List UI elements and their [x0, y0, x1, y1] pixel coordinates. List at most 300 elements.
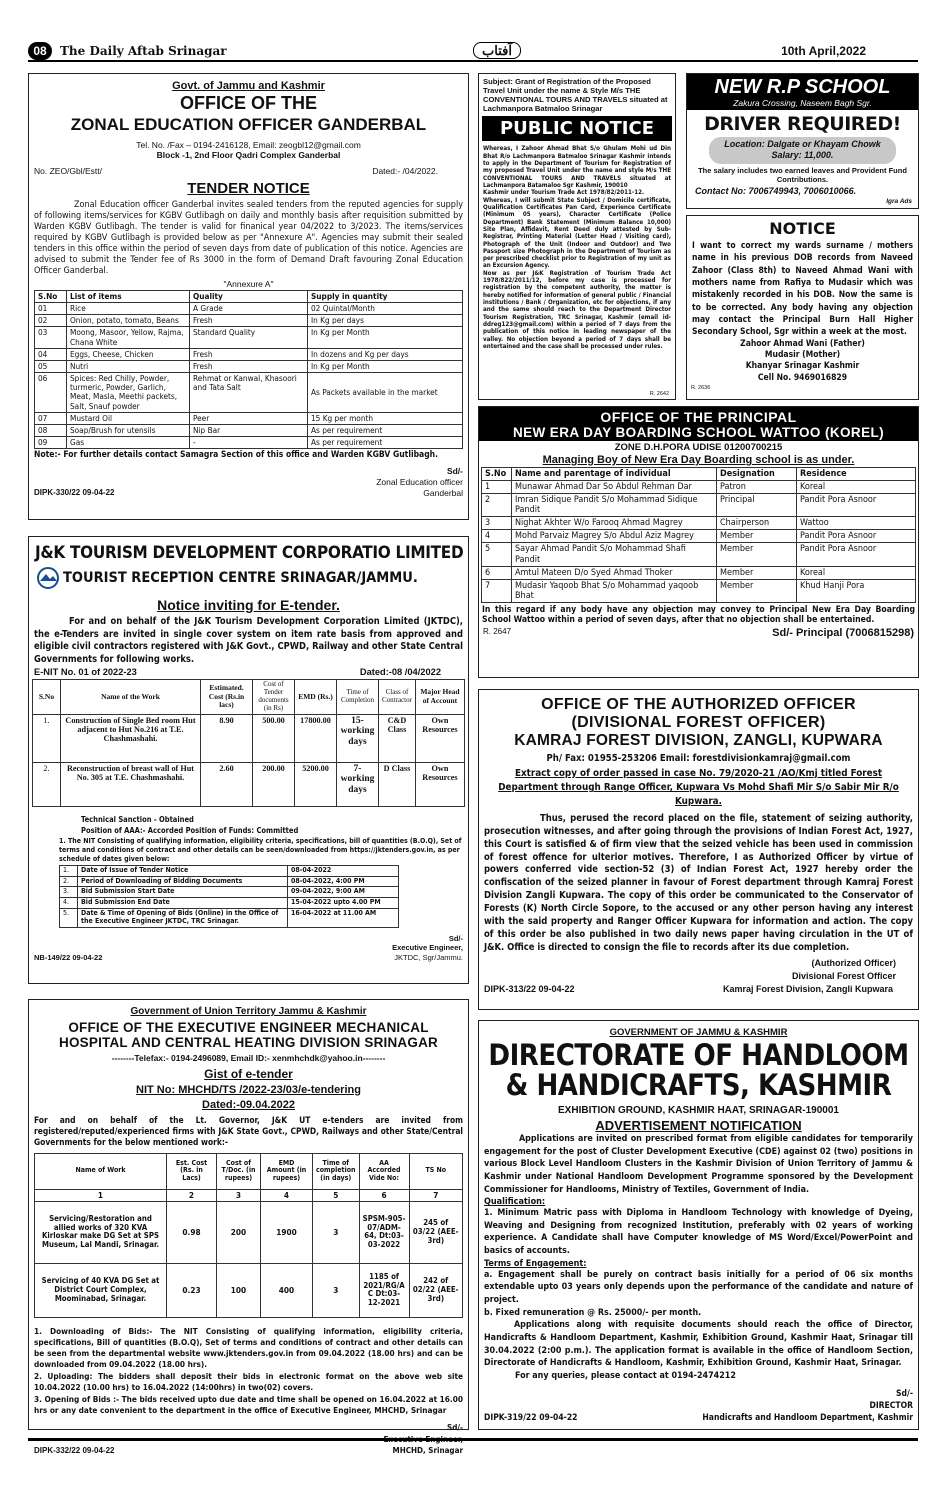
col-header: AA Accorded Vide No:: [359, 1153, 409, 1189]
cell: 07: [35, 412, 67, 424]
sd: Sd/-: [448, 933, 463, 943]
jktdc-code: NB-149/22 09-04-22: [34, 952, 103, 962]
cell: Principal: [717, 494, 797, 517]
cell: 5: [313, 1189, 360, 1201]
sd: Sd/-: [446, 466, 463, 477]
col-header: Cost of T/Doc. (in rupees): [217, 1153, 261, 1189]
cell: Pandit Pora Asnoor: [797, 543, 916, 566]
cell: 09: [35, 437, 67, 449]
cell: 4: [261, 1189, 313, 1201]
table-row: [60, 876, 399, 887]
forest-contact: Ph/ Fax: 01955-253206 Email: forestdivisionkamraj@gmail.com: [546, 753, 851, 764]
cell: 1.: [33, 714, 61, 762]
cell: 15-working days: [337, 714, 379, 762]
items-table: [34, 290, 463, 450]
nedbs-subtitle: Managing Boy of New Era Day Boarding school is as under.: [542, 454, 855, 466]
table-row: [482, 579, 916, 602]
jktdc-body: For and on behalf of the J&K Tourism Development Corporation Limited (JKTDC), the e-Tenders are invited in single cover system on item rate basis from approved and eligible civil contractors registered with J&K Govt., CPWD, Railway and other State Central Governments for following works.: [34, 616, 463, 665]
annexure-label: "Annexure A": [223, 278, 274, 289]
cell: 7: [409, 1189, 462, 1201]
handloom-title-2: & HANDICRAFTS, KASHMIR: [505, 1068, 892, 1102]
cell: Munawar Ahmad Dar So Abdul Rehman Dar: [512, 481, 717, 494]
cell: Wattoo: [797, 517, 916, 530]
cell: 7: [482, 579, 512, 602]
col-header: Cost of Tender documents (in Rs): [253, 680, 295, 714]
contact-line: Tel. No. /Fax – 0194-2416128, Email: zeogbl12@gmail.com: [136, 140, 361, 150]
office-title-1: OFFICE OF THE: [180, 93, 317, 113]
rp-code: Igra Ads: [886, 198, 912, 205]
cell: Servicing/Restoration and allied works of 320 KVA Kirloskar make DG Set at SPS Museum, Lal Mandi, Srinagar.: [35, 1201, 167, 1263]
tech-sanction: Technical Sanction - Obtained: [81, 814, 194, 824]
signer-place: MHCHD, Srinagar: [392, 1445, 463, 1455]
cell: Chairperson: [717, 517, 797, 530]
cell: In Kg per Month: [308, 327, 463, 348]
forest-order: [478, 689, 919, 1010]
mhchd-code: DIPK-332/22 09-04-22: [34, 1446, 115, 1456]
sig-line: Khanyar Srinagar Kashmir: [745, 361, 860, 372]
mhchd-title-2: HOSPITAL AND CENTRAL HEATING DIVISION SRINAGAR: [59, 1035, 438, 1050]
cell: 100: [217, 1263, 261, 1317]
nit-text: 1. The NIT Consisting of qualifying information, eligibility criteria, specifications, bill of quantities (B.O.Q), Set of terms and conditions of contract and other details can be seen/downloaded from https://jktenders.gov.in, as per schedule of dates given below:: [59, 836, 462, 863]
col-header: Major Head of Account: [415, 680, 464, 714]
terms-label: Terms of Engagement:: [484, 1258, 587, 1269]
signer-place: Kamraj Forest Division, Zangli Kupwara: [722, 984, 893, 995]
cell: 7-working days: [337, 762, 379, 806]
cell: Fresh: [190, 315, 308, 327]
pn-subject: Subject: Grant of Registration of the Proposed Travel Unit under the name & Style M/s THE CONVENTIONAL TOURS AND TRAVELS situated at Lachmanpora Batmaloo Srinagar: [483, 77, 668, 114]
signer: Divisional Forest Officer: [791, 971, 896, 982]
term-a: a. Engagement shall be purely on contract basis initially for a period of 06 six months extendable upto 03 years only depends upon the performance of the candidate and nature of project.: [484, 1269, 913, 1306]
table-row: [35, 412, 463, 424]
cell: 3: [313, 1201, 360, 1263]
cell: Koreal: [797, 481, 916, 494]
cell: Standard Quality: [190, 327, 308, 348]
sd: Sd/-: [447, 1423, 463, 1433]
handloom-para-2: Applications along with requisite documents should reach the office of Director, Handicrafts & Handloom Department, Kashmir, Exhibition Ground, Kashmir Haat, Srinagar till 30.04.2022 (2:00 p.m.). The application format is available in the office of Handloom Section, Directorate of Handicrafts & Handloom, Kashmir, Exhibition Ground, Kashmir Haat, Srinagar.: [484, 1320, 913, 1369]
mhchd-etender: [28, 999, 469, 1456]
bottom-rule: [28, 1438, 918, 1441]
cell: 1: [35, 1189, 167, 1201]
cell: 05: [35, 360, 67, 372]
cell: Own Resources: [415, 714, 464, 762]
nedbs-title-1: OFFICE OF THE PRINCIPAL: [600, 409, 797, 425]
cell: 01: [35, 302, 67, 314]
cell: Patron: [717, 481, 797, 494]
cell: 08-04-2022, 4:00 PM: [288, 876, 399, 887]
forest-title-3: KAMRAJ FOREST DIVISION, ZANGLI, KUPWARA: [514, 732, 883, 749]
handloom-signature: [484, 1389, 913, 1413]
cell: 200: [217, 1201, 261, 1263]
notice-code: R. 2636: [691, 385, 711, 391]
mhchd-nit: NIT No: MHCHD/TS /2022-23/03/e-tendering: [136, 1084, 361, 1096]
cell: 1.: [60, 865, 78, 876]
col-header: Quality: [190, 290, 308, 302]
forest-extract: Extract copy of order passed in case No. 79/2020-21 /AO/Kmj titled Forest Department through Range Officer, Kupwara Vs Mohd Shafi Mir S/o Sabir Mir R/o Kupwara.: [498, 768, 899, 808]
nedbs-signature: Sd/- Principal (7006815298): [772, 626, 914, 639]
col-header: S.No: [482, 468, 512, 481]
cell: 3: [313, 1263, 360, 1317]
table-header: [35, 290, 463, 302]
table-row: [60, 909, 399, 928]
cell: Eggs, Cheese, Chicken: [67, 348, 190, 360]
table-header: [33, 680, 465, 714]
col-header: Time of Completion: [337, 680, 379, 714]
paper-logo: آفتاب: [473, 42, 521, 59]
cell: 8.90: [201, 714, 253, 762]
col-header: List of items: [67, 290, 190, 302]
cell: 1185 of 2021/RG/A C Dt:03-12-2021: [359, 1263, 409, 1317]
dob-correction-notice: [686, 215, 919, 400]
handloom-footer: [484, 1413, 913, 1423]
page-header: [28, 42, 918, 62]
cell: 15-04-2022 upto 4.00 PM: [288, 898, 399, 909]
col-header: Name and parentage of individual: [512, 468, 717, 481]
cell: 2.: [60, 876, 78, 887]
col-header: Est. Cost (Rs. in Lacs): [167, 1153, 217, 1189]
cell: Nighat Akhter W/o Farooq Ahmad Magrey: [512, 517, 717, 530]
notice-heading: NOTICE: [769, 219, 836, 238]
cell: 08: [35, 425, 67, 437]
table-row: [33, 762, 465, 806]
table-row: [482, 494, 916, 517]
table-row: [35, 360, 463, 372]
cell: Bid Submission End Date: [78, 898, 288, 909]
mhchd-table-wrap: [34, 1153, 463, 1318]
sig-line: Cell No. 9469016829: [757, 372, 848, 383]
cell: Member: [717, 543, 797, 566]
page-number: 08: [28, 42, 52, 60]
zeo-tender-notice: [28, 73, 469, 520]
pn-code: R. 2642: [649, 391, 669, 397]
qualification-1: 1. Minimum Matric pass with Diploma in Handloom Technology with knowledge of Dyeing, Weaving and Designing from recognized Institution, preferably with 02 years of working experience. A Candidate shall have Computer knowledge of MS Word/Excel/PowerPoint and basics of accounts.: [484, 1208, 913, 1257]
signer-place: JKTDC, Sgr/Jammu.: [394, 952, 463, 962]
paper-name: The Daily Aftab Srinagar: [60, 44, 227, 58]
col-header: Estimated. Cost (Rs.in lacs): [201, 680, 253, 714]
jktdc-etender: [28, 536, 469, 984]
jktdc-enit-row: [34, 667, 463, 677]
notice-signature: [687, 339, 918, 385]
table-note: Note:- For further details contact Samagra Section of this office and Warden KGBV Gutlibagh.: [34, 450, 439, 461]
table-row: [35, 348, 463, 360]
table-row: [33, 714, 465, 762]
jktdc-subtitle-row: [37, 567, 468, 589]
pn-body: Whereas, I Zahoor Ahmad Bhat S/o Ghulam Mohi ud Din Bhat R/o Lachmanpora Batmaloo Srinagar Kashmir intends to apply in the Department of Tourism for Registration of my proposed Travel Unit under the name and style M/s THE CONVENTIONAL TOURS AND TRAVELS situated at Lachmanpora Batamaloo Sgr Kashmir, 190010 Kashmir under Tourism Trade Act 1978/82/2011-12. Whereas, I will submit State Subject / Domicile certificate, Qualification Certificates Pan Card, Experience Certificate (Minimum 05 years), Character Certificate (Police Department) Bank Statement (Minimum Balance 10,000) Site Plan, Affidavit, Rent Deed duly attested by Sub-Registrar, Printing Material (Letter Head / Visiting card), Photograph of the Unit (Indoor and Outdoor) and Two Passport size Photograph in the Department of Tourism as per prescribed checklist prior to Registration of my unit as an Excursion Agency. Now as per J&K Registration of Tourism Trade Act 1978/822/2011/12, before my case is processed for registration by the competent authority, the matter is hereby notified for information of general public / Financial institutions / Bank / Organization, etc for objections, if any and the same should reach to the Department Director Tourism Registration, TRC Srinagar, Kashmir (email id-ddreg123@gmail.com) within a period of 7 days from the publication of this notice in leading newspaper of the valley. No objection beyond a period of 7 days shall be entertained and the case shall be processed under rules.: [483, 145, 671, 350]
col-header: Supply in quantity: [308, 290, 463, 302]
cell: 2: [167, 1189, 217, 1201]
cell: Fresh: [190, 360, 308, 372]
cell: 6: [359, 1189, 409, 1201]
table-header: [482, 468, 916, 481]
cell: 17800.00: [295, 714, 337, 762]
cell: Period of Downloading of Bidding Documents: [78, 876, 288, 887]
cell: Spices: Red Chilly, Powder, turmeric, Powder, Garlich, Meat, Masla, Meethi packets, Salt, Snauf powder: [67, 373, 190, 413]
cell: 400: [261, 1263, 313, 1317]
tourism-logo-icon: [37, 567, 59, 589]
dates-table-wrap: [59, 865, 399, 928]
nedbs-body: In this regard if any body have any objection may convey to Principal New Era Day Boarding School Wattoo within a period of seven days, after that no objection shall be entertained.: [482, 604, 915, 626]
forest-body: Thus, perused the record placed on the file, statement of seizing authority, prosecution witnesses, and after going through the provisions of Indian Forest Act, 1927, this Court is satisfied & of firm view that the seized vehicle has been used in commission of forest offence for ulterior motives. Therefore, I as Authorized Officer by virtue of powers conferred vide section-52 (3) of Indian Forest Act, 1927 hereby order the confiscation of the seized planner in favour of Forest department through Kamraj Forest Division Zangli Kupwara. The copy of this order be communicated to the Conservator of Forests (K) North Circle Sopore, to the accused or any other person having any interest with the said property and Ranger Officer Kupwara for information and action. The copy of this order be also published in two daily news paper having circulation in the UT of J&K. Office is directed to consign the file to records after its due completion.: [484, 812, 913, 954]
qualification-label: Qualification:: [484, 1197, 546, 1208]
cell: 6: [482, 566, 512, 579]
cell: Sayar Ahmad Pandit S/o Mohammad Shafi Pandit: [512, 543, 717, 566]
mhchd-body: For and on behalf of the Lt. Governor, J&K UT e-tenders are invited from registered/reputed/experienced firms with J&K State Govt., CPWD, Railways and other State/Central Governments for the below mentioned work:-: [34, 1115, 463, 1147]
signer-dept: Handicrafts and Handloom Department, Kashmir: [702, 1412, 913, 1423]
cell: 5200.00: [295, 762, 337, 806]
cell: Servicing of 40 KVA DG Set at District Court Complex, Moominabad, Srinagar.: [35, 1263, 167, 1317]
position-aaa: Position of AAA:- Accorded Position of Funds: Committed: [81, 825, 299, 835]
table-row: [35, 315, 463, 327]
nedbs-code: R. 2647: [483, 626, 512, 636]
cell: 200.00: [253, 762, 295, 806]
cell: Pandit Pora Asnoor: [797, 494, 916, 517]
col-header: S.No: [35, 290, 67, 302]
cell: Pandit Pora Asnoor: [797, 530, 916, 543]
cell: SPSM-905-07/ADM-64, Dt:03-03-2022: [359, 1201, 409, 1263]
cell: In Kg per Month: [308, 360, 463, 372]
office-title-2: ZONAL EDUCATION OFFICER GANDERBAL: [70, 115, 427, 134]
rp-location: Location: Dalgate or Khayam Chowk: [724, 139, 881, 149]
col-header: Name of Work: [35, 1153, 167, 1189]
cell: Date & Time of Opening of Bids (Online) in the Office of the Executive Engineer JKTDC, TRC Srinagar.: [78, 909, 288, 928]
handloom-title-1: DIRECTORATE OF HANDLOOM: [488, 1038, 909, 1072]
handloom-heading: ADVERTISEMENT NOTIFICATION: [595, 1118, 802, 1133]
cell: Onion, potato, tomato, Beans: [67, 315, 190, 327]
table-header: [35, 1153, 463, 1189]
forest-footer: [484, 984, 913, 994]
cell: 1: [482, 481, 512, 494]
cell: Khud Hanji Pora: [797, 579, 916, 602]
cell: Mustard Oil: [67, 412, 190, 424]
cell: 5.: [60, 909, 78, 928]
cell: D Class: [379, 762, 416, 806]
cell: As per requirement: [308, 425, 463, 437]
nedbs-table-wrap: [481, 467, 916, 603]
signer: Zonal Education officer: [376, 477, 463, 488]
cell: 245 of 03/22 (AEE-3rd): [409, 1201, 462, 1263]
rp-title: NEW R.P SCHOOL: [687, 74, 918, 98]
notice-body: I want to correct my wards surname / mothers name in his previous DOB records from Naveed Zahoor (Class 8th) to Naveed Ahmad Wani with mothers name from Rafiya to Mudasir which was mistakenly recorded in his DOB. Now the same is to be corrected. Any body having any objection may contact the Principal Burn Hall Higher Secondary School, Sgr within a week at the most.: [692, 241, 913, 338]
cell: 2: [482, 494, 512, 517]
cell: 3: [217, 1189, 261, 1201]
table-row: [35, 302, 463, 314]
cell: 3.: [60, 887, 78, 898]
mhchd-table: [34, 1153, 463, 1318]
forest-code: DIPK-313/22 09-04-22: [484, 984, 575, 995]
col-header: Class of Contractor: [379, 680, 416, 714]
cell: A Grade: [190, 302, 308, 314]
handloom-code: DIPK-319/22 09-04-22: [484, 1412, 578, 1423]
handloom-address: EXHIBITION GROUND, KASHMIR HAAT, SRINAGAR-190001: [558, 1105, 839, 1116]
table-row: [482, 481, 916, 494]
col-header: S.No: [33, 680, 61, 714]
forest-signature: [484, 957, 896, 983]
table-row: [482, 543, 916, 566]
sig-line: Mudasir (Mother): [764, 349, 841, 360]
table-row: [482, 530, 916, 543]
sd: Sd/-: [896, 1388, 913, 1399]
table-row: [35, 425, 463, 437]
table-row: [35, 1201, 463, 1263]
cell: C&D Class: [379, 714, 416, 762]
cell: Fresh: [190, 348, 308, 360]
col-header: EMD (Rs.): [295, 680, 337, 714]
col-header: TS No: [409, 1153, 462, 1189]
jktdc-heading: Notice inviting for E-tender.: [157, 597, 340, 613]
handloom-notification: [478, 1020, 919, 1430]
sig-line: Zahoor Ahmad Wani (Father): [740, 338, 865, 349]
cell: 5: [482, 543, 512, 566]
cell: Member: [717, 530, 797, 543]
cell: 16-04-2022 at 11.00 AM: [288, 909, 399, 928]
cell: Peer: [190, 412, 308, 424]
table-row: [60, 898, 399, 909]
cell: Rehmat or Kanwal, Khasoori and Tata Salt: [190, 373, 308, 413]
signer-place: Ganderbal: [423, 487, 463, 498]
cell: 09-04-2022, 9:00 AM: [288, 887, 399, 898]
members-table: [481, 467, 916, 603]
col-header: Name of the Work: [61, 680, 201, 714]
cell: Member: [717, 579, 797, 602]
rp-salary: Salary: 11,000.: [771, 150, 834, 161]
signer-title: DIRECTOR: [869, 1400, 913, 1411]
cell: 04: [35, 348, 67, 360]
cell: Construction of Single Bed room Hut adjacent to Hut No.216 at T.E. Chashmashahi.: [61, 714, 201, 762]
cell: Amtul Mateen D/o Syed Ahmad Thoker: [512, 566, 717, 579]
cell: In Kg per days: [308, 315, 463, 327]
table-row: [35, 437, 463, 449]
cell: Mohd Parvaiz Magrey S/o Abdul Aziz Magrey: [512, 530, 717, 543]
mhchd-para-2: 2. Uploading: The bidders shall deposit their bids in electronic format on the above web site 10.04.2022 (10.00 hrs) to 16.04.2022 (14:00hrs) in two(02) covers.: [34, 1371, 463, 1393]
govt-line: Govt. of Jammu and Kashmir: [172, 80, 325, 92]
jktdc-subtitle: TOURIST RECEPTION CENTRE SRINAGAR/JAMMU.: [63, 570, 418, 586]
cell: Bid Submission Start Date: [78, 887, 288, 898]
cell: 02: [35, 315, 67, 327]
table-row: [482, 517, 916, 530]
cell: 06: [35, 373, 67, 413]
nedbs-footer: [483, 627, 914, 639]
table-row: [35, 1189, 463, 1201]
enit-no: E-NIT No. 01 of 2022-23: [34, 667, 137, 678]
cell: Imran Sidique Pandit S/o Mohammad Sidique Pandit: [512, 494, 717, 517]
mhchd-dated: Dated:-09.04.2022: [202, 1099, 295, 1111]
cell: 4: [482, 530, 512, 543]
rp-school-ad: [686, 73, 919, 209]
col-header: EMD Amount (in rupees): [261, 1153, 313, 1189]
nedbs-banner: [479, 407, 918, 441]
issue-date: 10th April,2022: [781, 44, 866, 58]
schedule-table: [59, 865, 399, 928]
mhchd-title-1: OFFICE OF THE EXECUTIVE ENGINEER MECHANICAL: [68, 1020, 429, 1035]
cell: 02 Quintal/Month: [308, 302, 463, 314]
forest-title-1: OFFICE OF THE AUTHORIZED OFFICER: [541, 696, 856, 713]
mhchd-gist: Gist of e-tender: [204, 1067, 293, 1081]
rp-subtitle: Zakura Crossing, Naseem Bagh Sgr.: [687, 98, 918, 110]
cell: Nip Bar: [190, 425, 308, 437]
cell: Nutri: [67, 360, 190, 372]
table-row: [60, 865, 399, 876]
cell: As per requirement: [308, 437, 463, 449]
works-table-wrap: [32, 679, 465, 806]
term-b: b. Fixed remuneration @ Rs. 25000/- per month.: [484, 1307, 702, 1318]
cell: Mudasir Yaqoob Bhat S/o Mohammad yaqoob Bhat: [512, 579, 717, 602]
rp-contact: Contact No: 7006749943, 7006010066.: [695, 185, 857, 196]
cell: 3: [482, 517, 512, 530]
rp-heading: DRIVER REQUIRED!: [704, 113, 901, 135]
table-row: [35, 373, 463, 413]
table-row: [482, 566, 916, 579]
cell: 0.98: [167, 1201, 217, 1263]
table-row: [35, 1263, 463, 1317]
enit-dated: Dated:-08 /04/2022: [359, 667, 441, 678]
col-header: Time of completion (in days): [313, 1153, 360, 1189]
jktdc-title: J&K TOURISM DEVELOPMENT CORPORATIO LIMITED: [35, 543, 464, 563]
cell: 03: [35, 327, 67, 348]
public-notice: [478, 73, 676, 400]
cell: Reconstruction of breast wall of Hut No. 305 at T.E. Chashmashahi.: [61, 762, 201, 806]
signer-title: (Authorized Officer): [811, 958, 896, 969]
handloom-body: Applications are invited on prescribed format from eligible candidates for temporarily engagement for the post of Cluster Development Executive (CDE) against 02 (two) positions in various Block Level Handloom Clusters in the Kashmir Division of Union Territory of Jammu & Kashmir under National Handloom Development Programme sponsored by the Development Commissioner for Handlooms, Ministry of Textiles, Government of India.: [484, 1134, 913, 1195]
rp-note: The salary includes two earned leaves and Provident Fund Contributions.: [698, 165, 907, 184]
table-row: [35, 327, 463, 348]
new-era-school-notice: [478, 406, 919, 678]
cell: Moong, Masoor, Yellow, Rajma, Chana White: [67, 327, 190, 348]
cell: -: [190, 437, 308, 449]
cell: Member: [717, 566, 797, 579]
ref-row: [34, 166, 463, 176]
cell: 15 Kg per month: [308, 412, 463, 424]
works-table: [32, 679, 465, 806]
forest-title-2: (DIVISIONAL FOREST OFFICER): [571, 714, 826, 731]
mhchd-govt: Government of Union Territory Jammu & Kashmir: [130, 1006, 367, 1017]
pn-heading: PUBLIC NOTICE: [482, 116, 672, 141]
cell: In dozens and Kg per days: [308, 348, 463, 360]
cell: As Packets available in the market: [308, 373, 463, 413]
handloom-govt: GOVERNMENT OF JAMMU & KASHMIR: [609, 1027, 788, 1038]
col-header: Designation: [717, 468, 797, 481]
table-row: [60, 887, 399, 898]
cell: Koreal: [797, 566, 916, 579]
handloom-contact: For any queries, please contact at 0194-2474212: [515, 1370, 736, 1381]
cell: 2.60: [201, 762, 253, 806]
mhchd-para-3: 3. Opening of Bids :- The bids received upto due date and time shall be opened on 16.04.2022 at 16.00 hrs or any date convenient to the department in the office of Executive Engineer, MHCHD, Srinagar: [34, 1394, 463, 1416]
rp-location-box: [709, 137, 896, 164]
nedbs-zone: ZONE D.H.PORA UDISE 01200700215: [614, 442, 783, 453]
ref-no: No. ZEO/Gbl/Estt/: [34, 166, 103, 176]
cell: 1900: [261, 1201, 313, 1263]
cell: 500.00: [253, 714, 295, 762]
cell: Date of Issue of Tender Notice: [78, 865, 288, 876]
mhchd-para-1: 1. Downloading of Bids:- The NIT Consisting of qualifying information, eligibility criteria, specifications, Bill of quantities (B.O.Q), Set of terms and conditions of contract and other details can be seen from the departmental website www.jktenders.gov.in from 09.04.2022 (18.00 hrs) and can be downloaded from 09.04.2022 (18.00 hrs).: [34, 1325, 463, 1370]
ref-dated: Dated:- /04/2022.: [372, 166, 438, 176]
col-header: Residence: [797, 468, 916, 481]
items-table-wrap: [34, 290, 463, 450]
tender-body: Zonal Education officer Ganderbal invites sealed tenders from the reputed agencies for supply of following items/services for KGBV Gutlibagh on daily and monthly basis after requisition submitted by Warden KGBV Gutlibagh. The tender is valid for finanical year 04/2022 to 3/2023. The items/services required by KGBV Gutlibagh is provided below as per "Annexure A". Agencies may submit their sealed tenders in this office within the period of seven days from date of publication of this notice. Agencies are advised to submit the Tender fee of Rs 3000 in the form of Demand Draft favouring Zonal Education Officer Ganderbal.: [34, 200, 463, 276]
dipk-code: DIPK-330/22 09-04-22: [34, 488, 115, 498]
cell: 0.23: [167, 1263, 217, 1317]
cell: Soap/Brush for utensils: [67, 425, 190, 437]
cell: Own Resources: [415, 762, 464, 806]
address-line: Block -1, 2nd Floor Qadri Complex Ganderbal: [156, 150, 341, 160]
cell: Rice: [67, 302, 190, 314]
mhchd-contact: --------Telefax:- 0194-2496089, Email ID:- xenmhchdk@yahoo.in--------: [111, 1053, 386, 1063]
cell: 4.: [60, 898, 78, 909]
tender-heading: TENDER NOTICE: [187, 180, 310, 197]
signer: Executive Engineer,: [392, 943, 463, 953]
cell: Gas: [67, 437, 190, 449]
cell: 242 of 02/22 (AEE-3rd): [409, 1263, 462, 1317]
cell: 08-04-2022: [288, 865, 399, 876]
cell: 2.: [33, 762, 61, 806]
